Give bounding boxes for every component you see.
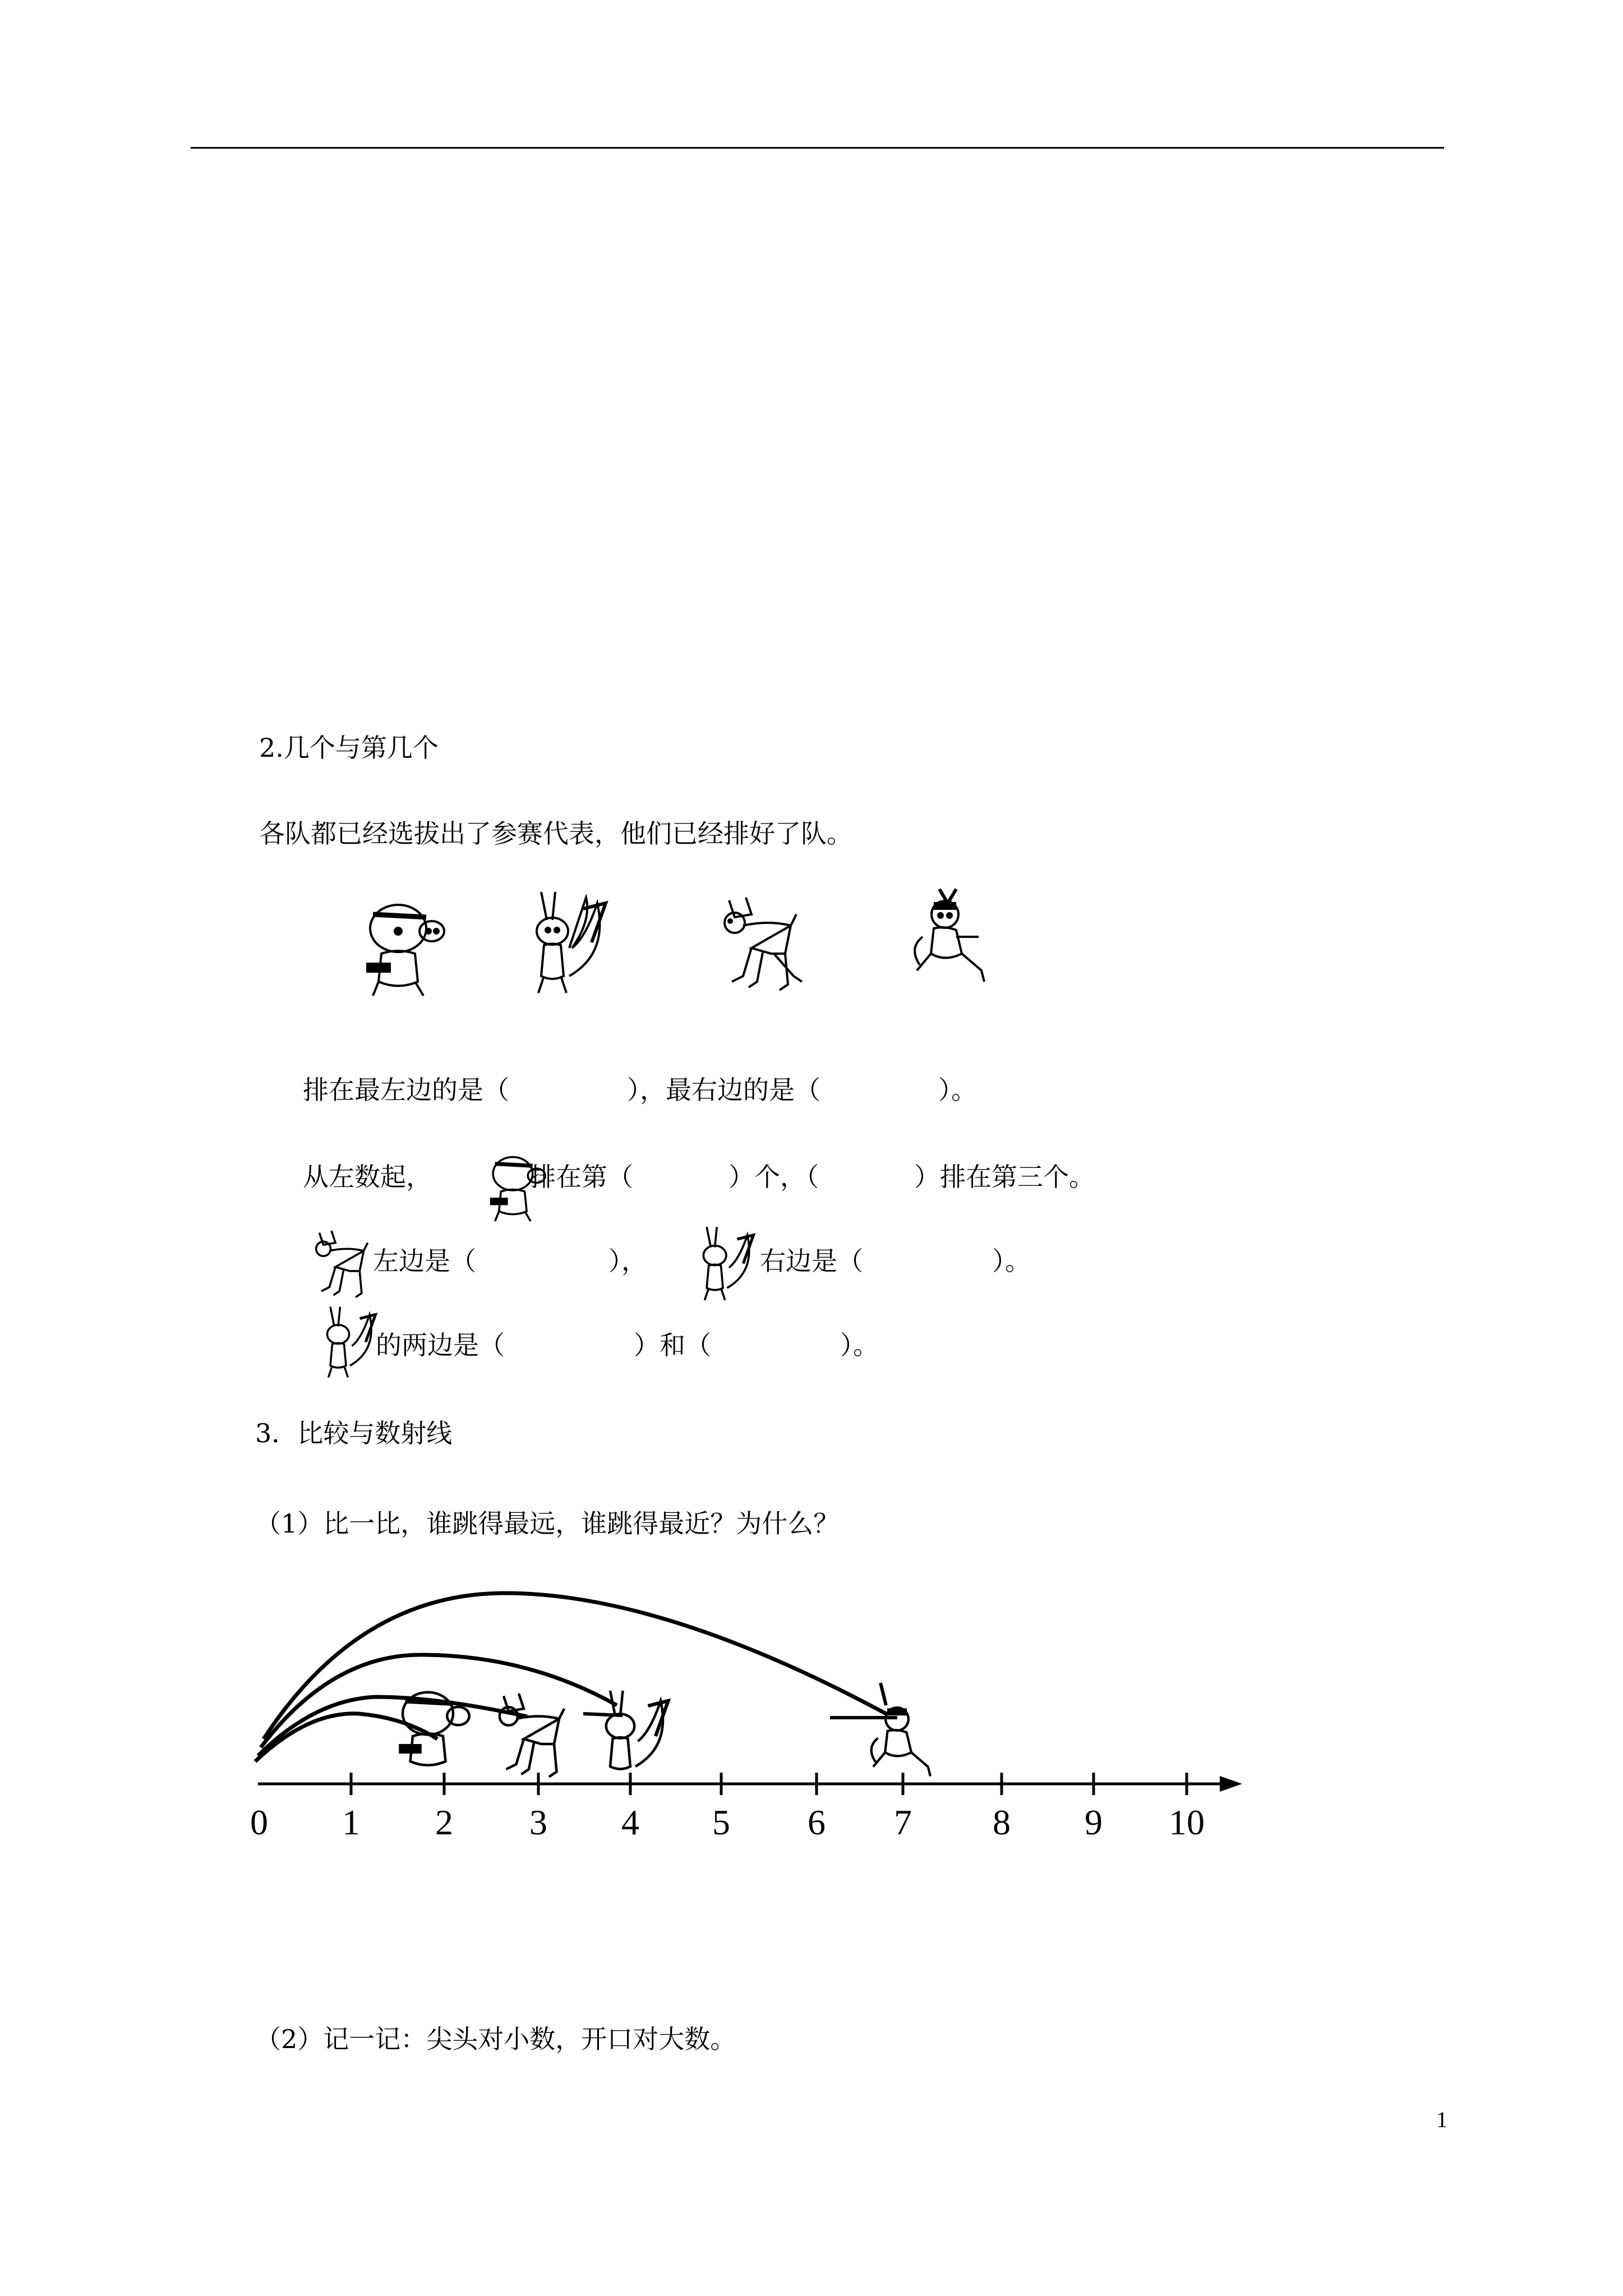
tick-label-2: 2 bbox=[435, 1802, 453, 1842]
tick-label-0: 0 bbox=[250, 1802, 268, 1842]
header-rule bbox=[191, 147, 1444, 149]
page-number: 1 bbox=[1436, 2107, 1447, 2132]
skunk-icon bbox=[530, 886, 614, 999]
skunk-icon bbox=[698, 1223, 760, 1304]
q3-part-c: 右边是（ bbox=[760, 1246, 863, 1276]
section2-intro: 各队都已经选拔出了参赛代表，他们已经排好了队。 bbox=[259, 818, 852, 849]
tick-label-1: 1 bbox=[342, 1802, 360, 1842]
section3-sub2: （2）记一记：尖头对小数，开口对大数。 bbox=[255, 2024, 736, 2054]
skunk-icon bbox=[322, 1301, 381, 1383]
axis-tick-labels bbox=[250, 1802, 1205, 1842]
question-ordinal bbox=[530, 1160, 1095, 1194]
section2-title: 2.几个与第几个 bbox=[259, 733, 439, 763]
jump-markers bbox=[583, 1683, 897, 1718]
q2-part-c: ）个，（ bbox=[728, 1162, 819, 1192]
tick-label-4: 4 bbox=[621, 1802, 639, 1842]
tick-label-8: 8 bbox=[993, 1802, 1011, 1842]
section3-sub1: （1）比一比，谁跳得最远，谁跳得最近？为什么？ bbox=[255, 1508, 840, 1539]
q3-part-d: ）。 bbox=[992, 1246, 1031, 1276]
q4-part-b: ）和（ bbox=[634, 1330, 711, 1360]
q4-part-c: ）。 bbox=[840, 1330, 879, 1360]
q2-part-b: 排在第（ bbox=[530, 1162, 633, 1192]
pig-icon bbox=[359, 898, 454, 999]
tick-label-7: 7 bbox=[894, 1802, 912, 1842]
tick-label-3: 3 bbox=[529, 1802, 547, 1842]
number-line-figure bbox=[236, 1571, 1256, 1851]
q2-part-a: 从左数起， bbox=[303, 1162, 432, 1192]
dog-icon bbox=[718, 892, 808, 999]
question-leftmost-rightmost bbox=[303, 1073, 977, 1107]
section3-title: 3．比较与数射线 bbox=[255, 1418, 453, 1448]
q3-part-a: 左边是（ bbox=[373, 1246, 476, 1276]
axis-arrowhead bbox=[1220, 1776, 1242, 1792]
tick-label-9: 9 bbox=[1085, 1802, 1103, 1842]
q1-part-c: ）。 bbox=[938, 1075, 977, 1105]
q1-part-b: ），最右边的是（ bbox=[627, 1075, 820, 1105]
q3-part-b: ）， bbox=[608, 1246, 647, 1276]
tick-label-5: 5 bbox=[712, 1802, 730, 1842]
tick-label-6: 6 bbox=[808, 1802, 826, 1842]
question-right-of bbox=[760, 1244, 1031, 1278]
dog-icon bbox=[311, 1226, 376, 1304]
question-both-sides bbox=[376, 1328, 879, 1362]
q2-part-d: ）排在第三个。 bbox=[914, 1162, 1095, 1192]
dog-icon bbox=[500, 1694, 564, 1777]
monkey-icon bbox=[906, 886, 990, 987]
tick-label-10: 10 bbox=[1169, 1802, 1205, 1842]
q1-part-a: 排在最左边的是（ bbox=[303, 1075, 509, 1105]
answer-blank-5[interactable] bbox=[485, 1244, 608, 1278]
q4-part-a: 的两边是（ bbox=[376, 1330, 505, 1360]
jump-arcs bbox=[255, 1593, 886, 1761]
